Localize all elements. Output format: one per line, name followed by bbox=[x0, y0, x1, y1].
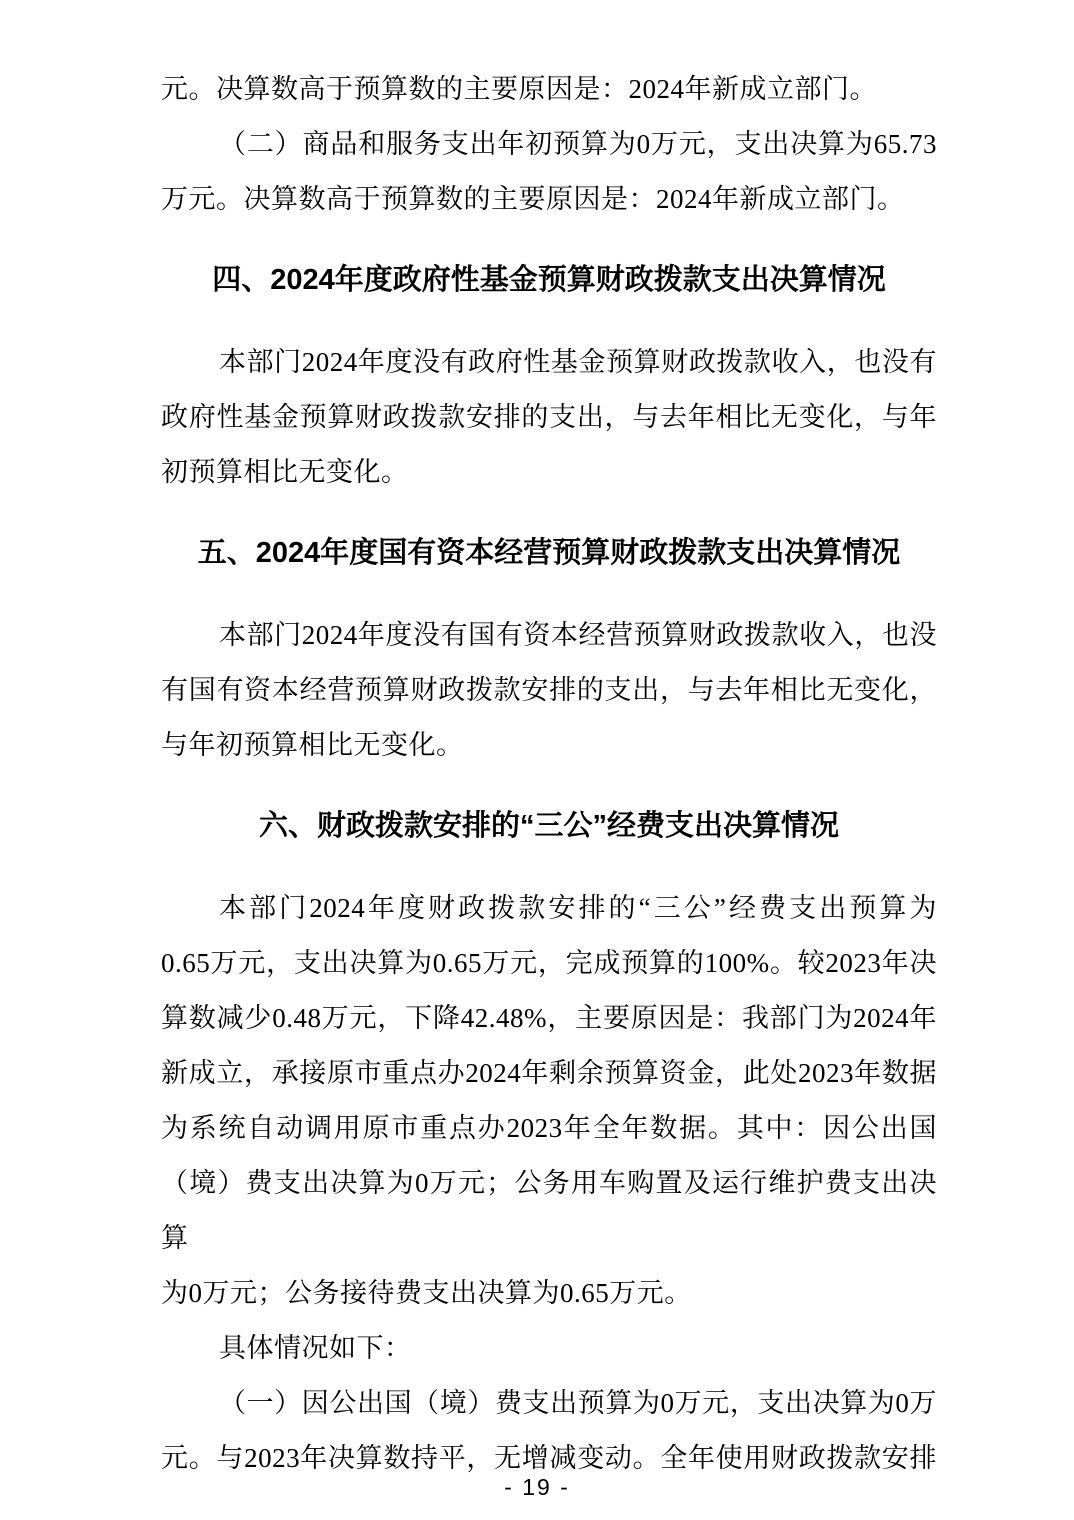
body-line: 元。与2023年决算数持平，无增减变动。全年使用财政拨款安排 bbox=[161, 1443, 937, 1473]
paragraph-goods-services bbox=[161, 117, 937, 227]
body-line: 万元。决算数高于预算数的主要原因是：2024年新成立部门。 bbox=[161, 184, 905, 214]
heading-section-4-government-fund: 四、2024年度政府性基金预算财政拨款支出决算情况 bbox=[212, 264, 886, 296]
paragraph-state-capital bbox=[161, 608, 937, 773]
paragraph-government-fund bbox=[161, 335, 937, 500]
body-line: 本部门2024年度没有国有资本经营预算财政拨款收入，也没 bbox=[219, 620, 937, 650]
body-line: 为系统自动调用原市重点办2023年全年数据。其中：因公出国 bbox=[161, 1113, 937, 1143]
body-line: 有国有资本经营预算财政拨款安排的支出，与去年相比无变化， bbox=[161, 675, 937, 705]
page-number: - 19 - bbox=[504, 1474, 570, 1500]
paragraph-fund-personnel-continuation bbox=[161, 62, 937, 117]
body-line: 元。决算数高于预算数的主要原因是：2024年新成立部门。 bbox=[161, 74, 877, 104]
body-line: 为0万元；公务接待费支出决算为0.65万元。 bbox=[161, 1278, 692, 1308]
body-line: 初预算相比无变化。 bbox=[161, 457, 409, 487]
body-line: 新成立，承接原市重点办2024年剩余预算资金，此处2023年数据 bbox=[161, 1058, 937, 1088]
paragraph-overseas-travel bbox=[161, 1376, 937, 1486]
body-line: 具体情况如下： bbox=[219, 1333, 412, 1363]
heading-section-5-state-capital: 五、2024年度国有资本经营预算财政拨款支出决算情况 bbox=[197, 537, 901, 569]
heading-section-6-three-public-expenses: 六、财政拨款安排的“三公”经费支出决算情况 bbox=[258, 810, 839, 842]
body-line: 与年初预算相比无变化。 bbox=[161, 730, 464, 760]
body-line: 本部门2024年度财政拨款安排的“三公”经费支出预算为 bbox=[219, 893, 937, 923]
body-line: 本部门2024年度没有政府性基金预算财政拨款收入，也没有 bbox=[219, 347, 937, 377]
paragraph-three-public-expenses bbox=[161, 881, 937, 1321]
paragraph-details-intro bbox=[161, 1321, 937, 1376]
body-line: （境）费支出决算为0万元；公务用车购置及运行维护费支出决算 bbox=[161, 1168, 937, 1253]
body-line: 0.65万元，支出决算为0.65万元，完成预算的100%。较2023年决 bbox=[161, 948, 937, 978]
body-line: （一）因公出国（境）费支出预算为0万元，支出决算为0万 bbox=[219, 1388, 937, 1418]
body-line: 算数减少0.48万元，下降42.48%，主要原因是：我部门为2024年 bbox=[161, 1003, 937, 1033]
body-line: （二）商品和服务支出年初预算为0万元，支出决算为65.73 bbox=[219, 129, 937, 159]
body-line: 政府性基金预算财政拨款安排的支出，与去年相比无变化，与年 bbox=[161, 402, 937, 432]
